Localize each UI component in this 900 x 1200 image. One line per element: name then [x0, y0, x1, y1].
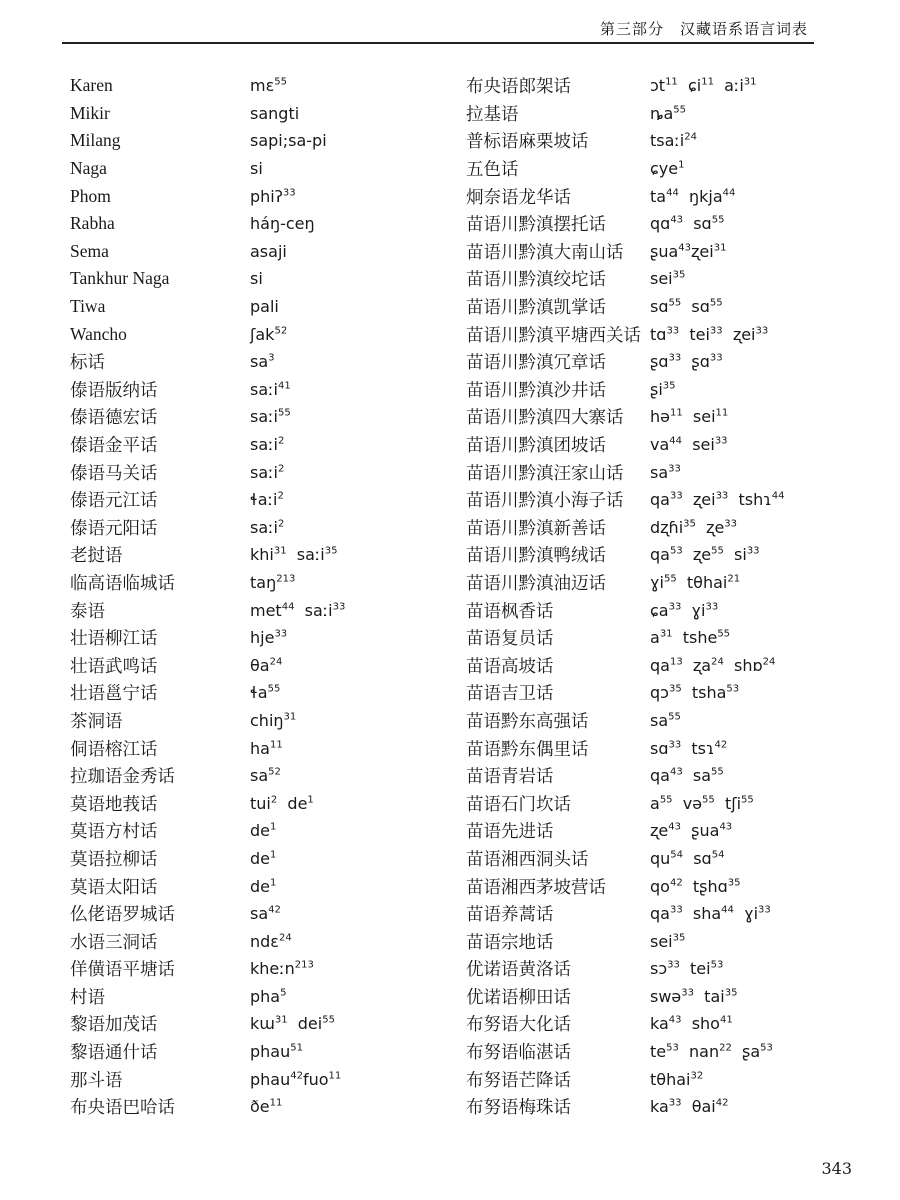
language-name: Milang	[70, 130, 121, 151]
entry-row	[462, 320, 862, 348]
entry-row	[462, 872, 862, 900]
language-name: 苗语青岩话	[466, 767, 554, 788]
language-name: 苗语石门坎话	[466, 794, 571, 815]
running-header: 第三部分 汉藏语系语言词表	[599, 20, 808, 38]
language-name: Wancho	[70, 323, 127, 344]
language-name: 泰语	[70, 600, 105, 621]
word-form: kɯ$^{31}$ dei$^{55}$	[250, 1014, 335, 1034]
word-form: tsaːi$^{24}$	[650, 131, 697, 151]
entry-row	[60, 541, 450, 569]
language-name: Phom	[70, 185, 111, 206]
language-name: 壮语武鸣话	[70, 655, 158, 676]
word-form: $qu^{54}$ sɑ$^{54}$	[650, 848, 725, 868]
language-name: 苗语川黔滇四大寨话	[466, 408, 624, 429]
language-name: 拉基语	[466, 104, 519, 125]
entry-row	[462, 900, 862, 928]
entry-row	[60, 624, 450, 652]
language-name: 苗语川黔滇小海子话	[466, 491, 624, 512]
language-name: 苗语川黔滇摆托话	[466, 215, 606, 236]
entry-row	[462, 596, 862, 624]
language-name: 布努语梅珠话	[466, 1098, 571, 1119]
entry-row	[60, 293, 450, 321]
word-form: $ȵa^{55}$	[650, 103, 687, 123]
word-form: sɑ$^{33}$ tsɿ$^{42}$	[650, 738, 728, 758]
language-name: 临高语临城话	[70, 572, 175, 593]
language-name: 布努语芒降话	[466, 1070, 571, 1091]
language-name: 傣语元阳话	[70, 517, 158, 538]
entry-row	[60, 72, 450, 100]
entry-row	[462, 569, 862, 597]
word-form: ɣi$^{55}$ tθhai$^{21}$	[650, 572, 741, 592]
entry-row	[462, 100, 862, 128]
language-name: 苗语川黔滇鸭绒话	[466, 546, 606, 567]
language-name: 优诺语黄洛话	[466, 960, 571, 981]
entry-row	[60, 872, 450, 900]
entry-row	[462, 210, 862, 238]
word-form: ʂua$^{43}$ʐei$^{31}$	[650, 241, 727, 261]
word-form: khi$^{31}$ saːi$^{35}$	[250, 545, 338, 565]
entry-row	[462, 486, 862, 514]
language-name: 布努语大化话	[466, 1015, 571, 1036]
word-form: met$^{44}$ saːi$^{33}$	[250, 600, 346, 620]
word-form: saːi$^2$	[250, 462, 285, 482]
language-name: 老挝语	[70, 545, 123, 566]
language-name: 标话	[70, 352, 105, 373]
word-form: $qa^{33}$ sha$^{44}$ ɣi$^{33}$	[650, 904, 771, 924]
entry-row	[60, 596, 450, 624]
language-name: 莫语太阳话	[70, 876, 158, 897]
word-form: sɔ$^{33}$ tei$^{53}$	[650, 959, 724, 979]
language-name: 苗语川黔滇凯掌话	[466, 298, 606, 319]
word-form: pha$^5$	[250, 986, 287, 1006]
entry-row	[60, 127, 450, 155]
word-form: $te^{53}$ nan$^{22}$ ʂa$^{53}$	[650, 1042, 773, 1062]
entry-row	[60, 679, 450, 707]
word-form: háŋ-ceŋ	[250, 214, 315, 234]
entry-row	[60, 320, 450, 348]
language-name: Tankhur Naga	[70, 268, 170, 289]
word-form: sei$^{35}$	[650, 269, 686, 289]
entry-row	[60, 1038, 450, 1066]
word-form: si	[250, 159, 263, 179]
word-form: tθhai$^{32}$	[650, 1069, 704, 1089]
entry-row	[60, 182, 450, 210]
word-form: ʐe$^{43}$ ʂua$^{43}$	[650, 821, 733, 841]
language-name: 苗语吉卫话	[466, 684, 554, 705]
language-name: 仫佬语罗城话	[70, 904, 175, 925]
word-form: $de^1$	[250, 848, 277, 868]
entry-row	[462, 265, 862, 293]
entry-row	[60, 210, 450, 238]
language-name: Karen	[70, 75, 113, 96]
language-name: 苗语川黔滇大南山话	[466, 242, 624, 263]
word-form: ʂi$^{35}$	[650, 379, 676, 399]
entry-row	[60, 403, 450, 431]
word-form: $sa^3$	[250, 352, 275, 372]
word-form: $sa^{33}$	[650, 462, 681, 482]
left-column	[60, 72, 450, 1121]
entry-row	[462, 1038, 862, 1066]
word-form: $ðe^{11}$	[250, 1097, 283, 1117]
language-name: 普标语麻栗坡话	[466, 132, 589, 153]
word-form: phiʔ$^{33}$	[250, 186, 296, 206]
entry-row	[60, 100, 450, 128]
language-name: 苗语黔东高强话	[466, 711, 589, 732]
language-name: 苗语黔东偶里话	[466, 739, 589, 760]
word-form: saːi$^2$	[250, 517, 285, 537]
word-form: qɔ$^{35}$ tsha$^{53}$	[650, 683, 740, 703]
language-name: 苗语川黔滇沙井话	[466, 380, 606, 401]
language-name: 布央语巴哈话	[70, 1097, 175, 1118]
entry-row	[60, 789, 450, 817]
word-form: tɑ$^{33}$ tei$^{33}$ ʐei$^{33}$	[650, 324, 769, 344]
word-form: asaji	[250, 241, 287, 261]
language-name: 水语三洞话	[70, 931, 158, 952]
word-form: qɑ$^{43}$ sɑ$^{55}$	[650, 214, 725, 234]
word-form: taŋ$^{213}$	[250, 572, 296, 592]
word-form: ɔt$^{11}$ ɕi$^{11}$ aːi$^{31}$	[650, 76, 757, 96]
word-form: $sa^{42}$	[250, 904, 281, 924]
language-name: 苗语枫香话	[466, 601, 554, 622]
word-form: pali	[250, 297, 279, 317]
entry-row	[462, 679, 862, 707]
language-name: 茶洞语	[70, 710, 123, 731]
entry-row	[462, 817, 862, 845]
language-name: 布努语临湛话	[466, 1043, 571, 1064]
entry-row	[462, 955, 862, 983]
language-name: 苗语湘西洞头话	[466, 849, 589, 870]
entry-row	[462, 127, 862, 155]
language-name: 傣语金平话	[70, 435, 158, 456]
word-form: $\theta a^{24}$	[250, 655, 283, 675]
entry-row	[60, 927, 450, 955]
word-form: $ta^{44}$ ŋkja$^{44}$	[650, 186, 736, 206]
language-name: 傣语版纳话	[70, 379, 158, 400]
entry-row	[462, 734, 862, 762]
word-form: $a^{55}$ və$^{55}$ tʃi$^{55}$	[650, 793, 754, 813]
word-form: kheːn$^{213}$	[250, 959, 314, 979]
word-form: phau$^{42}$fuo$^{11}$	[250, 1069, 342, 1089]
entry-row	[462, 72, 862, 100]
entry-row	[462, 983, 862, 1011]
word-form: chiŋ$^{31}$	[250, 710, 297, 730]
language-name: 苗语宗地话	[466, 932, 554, 953]
entry-row	[462, 458, 862, 486]
language-name: 黎语通什话	[70, 1042, 158, 1063]
entry-row	[462, 845, 862, 873]
entry-row	[462, 762, 862, 790]
language-name: 苗语高坡话	[466, 656, 554, 677]
language-name: 炯奈语龙华话	[466, 187, 571, 208]
word-form: $de^1$	[250, 821, 277, 841]
word-form: saːi$^{55}$	[250, 407, 291, 427]
entry-row	[60, 983, 450, 1011]
page-number: 343	[821, 1159, 852, 1178]
word-form: $sa^{55}$	[650, 710, 681, 730]
entry-row	[60, 265, 450, 293]
language-name: 莫语方村话	[70, 821, 158, 842]
word-form: hə$^{11}$ sei$^{11}$	[650, 407, 729, 427]
language-name: 莫语拉柳话	[70, 848, 158, 869]
entry-row	[60, 376, 450, 404]
language-name: 苗语养蒿话	[466, 905, 554, 926]
word-form: $de^1$	[250, 876, 277, 896]
word-form: $ha^{11}$	[250, 738, 283, 758]
language-name: 壮语柳江话	[70, 628, 158, 649]
word-form: sapi;sa-pi	[250, 131, 327, 151]
entry-row	[462, 1010, 862, 1038]
word-form: $qa^{53}$ ʐe$^{55}$ $si^{33}$	[650, 545, 760, 565]
word-form: $qa^{13}$ ʐa$^{24}$ shɒ$^{24}$	[650, 655, 776, 675]
entry-row	[462, 376, 862, 404]
language-name: 侗语榕江话	[70, 738, 158, 759]
entry-row	[462, 182, 862, 210]
word-form: sei$^{35}$	[650, 931, 686, 951]
language-name: 苗语川黔滇油迈话	[466, 573, 606, 594]
language-name: 苗语湘西茅坡营话	[466, 877, 606, 898]
entry-row	[462, 1093, 862, 1121]
word-form: ɕa$^{33}$ ɣi$^{33}$	[650, 600, 719, 620]
language-name: 五色话	[466, 160, 519, 181]
word-form: saːi$^2$	[250, 435, 285, 455]
word-form: $ka^{43}$ sho$^{41}$	[650, 1014, 733, 1034]
entry-row	[60, 651, 450, 679]
entry-row	[462, 651, 862, 679]
entry-row	[462, 707, 862, 735]
entry-row	[462, 403, 862, 431]
entry-row	[462, 431, 862, 459]
language-name: 傣语马关话	[70, 462, 158, 483]
language-name: 莫语地莪话	[70, 793, 158, 814]
entry-row	[60, 1010, 450, 1038]
entry-row	[462, 238, 862, 266]
entry-row	[60, 955, 450, 983]
entry-row	[60, 900, 450, 928]
language-name: 苗语先进话	[466, 822, 554, 843]
language-name: Rabha	[70, 213, 115, 234]
language-name: Naga	[70, 158, 107, 179]
language-name: 苗语川黔滇新善话	[466, 518, 606, 539]
entry-row	[462, 789, 862, 817]
language-name: 村语	[70, 986, 105, 1007]
entry-row	[60, 348, 450, 376]
language-name: 苗语复员话	[466, 629, 554, 650]
entry-row	[60, 514, 450, 542]
word-form: ʂɑ$^{33}$ ʂɑ$^{33}$	[650, 352, 723, 372]
entry-row	[462, 541, 862, 569]
word-form: tui$^2$ $de^1$	[250, 793, 314, 813]
language-name: 佯僙语平塘话	[70, 959, 175, 980]
entry-row	[60, 238, 450, 266]
language-name: 苗语川黔滇绞坨话	[466, 270, 606, 291]
entry-row	[60, 762, 450, 790]
word-form: si	[250, 269, 263, 289]
entry-row	[462, 1065, 862, 1093]
word-form: $a^{31}$ tshe$^{55}$	[650, 628, 731, 648]
word-form: mɛ$^{55}$	[250, 76, 287, 96]
word-form: ɬa$^{55}$	[250, 683, 281, 703]
word-form: swə$^{33}$ tai$^{35}$	[650, 986, 738, 1006]
entry-row	[60, 431, 450, 459]
word-form: $qa^{33}$ ʐei$^{33}$ tshɿ$^{44}$	[650, 490, 785, 510]
entry-row	[462, 624, 862, 652]
entry-row	[462, 927, 862, 955]
word-form: ɕye$^1$	[650, 159, 685, 179]
language-name: 黎语加茂话	[70, 1014, 158, 1035]
word-form: $qo^{42}$ tʂhɑ$^{35}$	[650, 876, 741, 896]
entry-row	[60, 569, 450, 597]
entry-row	[60, 1065, 450, 1093]
word-form: $va^{44}$ sei$^{33}$	[650, 435, 728, 455]
language-name: 苗语川黔滇平塘西关话	[466, 325, 641, 346]
language-name: 优诺语柳田话	[466, 987, 571, 1008]
entry-row	[462, 514, 862, 542]
entry-row	[60, 845, 450, 873]
word-form: hje$^{33}$	[250, 628, 288, 648]
entry-row	[462, 348, 862, 376]
word-form: ʃak$^{52}$	[250, 324, 288, 344]
word-form: ɬaːi$^2$	[250, 490, 284, 510]
language-name: 那斗语	[70, 1069, 123, 1090]
language-name: 苗语川黔滇汪家山话	[466, 463, 624, 484]
language-name: 傣语元江话	[70, 490, 158, 511]
language-name: 壮语邕宁话	[70, 683, 158, 704]
language-name: 拉珈语金秀话	[70, 766, 175, 787]
word-form: sangti	[250, 103, 300, 123]
language-name: 苗语川黔滇团坡话	[466, 436, 606, 457]
word-form: $ka^{33}$ θai$^{42}$	[650, 1097, 729, 1117]
entry-row	[60, 1093, 450, 1121]
language-name: 傣语德宏话	[70, 407, 158, 428]
header-rule	[62, 42, 814, 44]
entry-row	[462, 293, 862, 321]
word-form: saːi$^{41}$	[250, 379, 291, 399]
entry-row	[60, 817, 450, 845]
word-form: $qa^{43}$ $sa^{55}$	[650, 766, 724, 786]
right-column	[462, 72, 862, 1121]
language-name: Sema	[70, 240, 109, 261]
entry-row	[60, 734, 450, 762]
word-form: phau$^{51}$	[250, 1042, 303, 1062]
entry-row	[60, 458, 450, 486]
word-form: ndɛ$^{24}$	[250, 931, 292, 951]
entry-row	[462, 155, 862, 183]
word-form: $sa^{52}$	[250, 766, 281, 786]
language-name: Mikir	[70, 102, 110, 123]
language-name: 布央语郎架话	[466, 77, 571, 98]
entry-row	[60, 707, 450, 735]
language-name: Tiwa	[70, 296, 106, 317]
word-form: dʐɦi$^{35}$ ʐe$^{33}$	[650, 517, 738, 537]
entry-row	[60, 155, 450, 183]
entry-row	[60, 486, 450, 514]
word-form: sɑ$^{55}$ sɑ$^{55}$	[650, 297, 723, 317]
language-name: 苗语川黔滇冗章话	[466, 353, 606, 374]
